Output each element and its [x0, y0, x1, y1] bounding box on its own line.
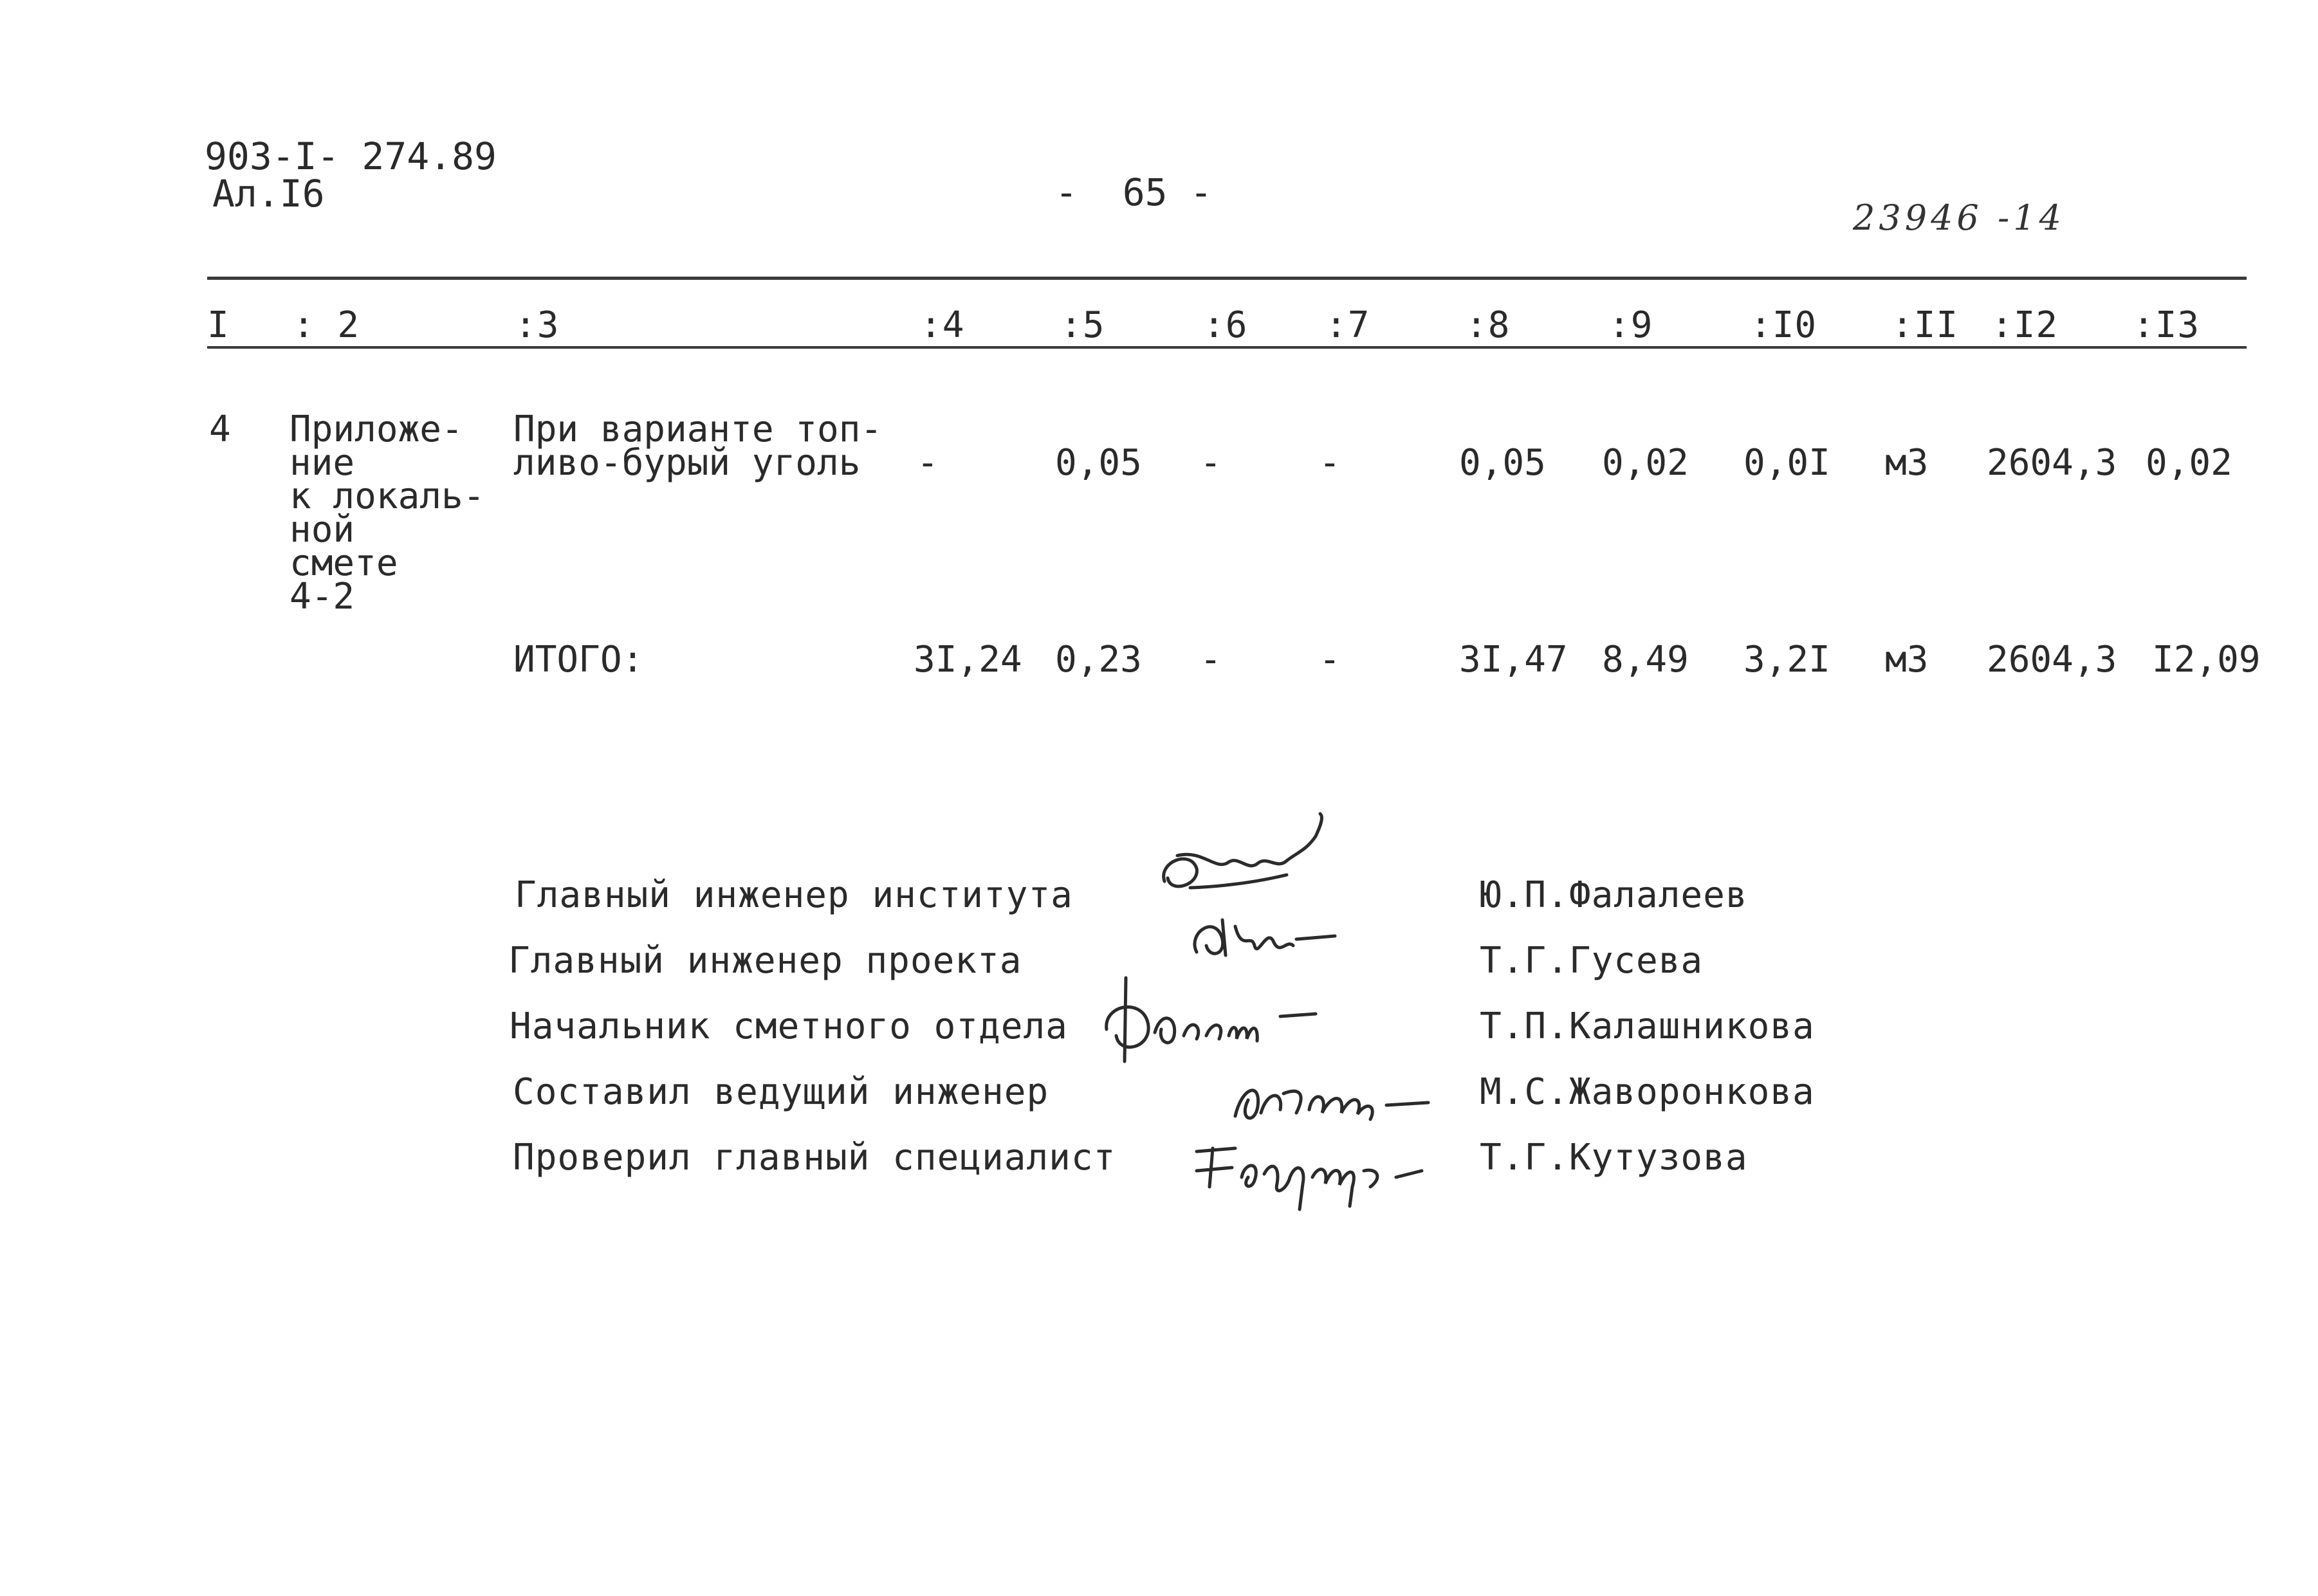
signer-position: Составил ведущий инженер	[513, 1071, 1049, 1113]
signer-position: Главный инженер института	[515, 874, 1073, 916]
col-header-4: :4	[920, 304, 965, 346]
col-header-1: I	[207, 304, 230, 346]
signer-position: Проверил главный специалист	[513, 1137, 1116, 1179]
total-col7: -	[1319, 639, 1341, 681]
signature-kutuzova	[1184, 1126, 1454, 1218]
col-header-5: :5	[1060, 304, 1105, 346]
row-col8: 0,05	[1459, 442, 1546, 484]
row-col11: м3	[1885, 442, 1929, 484]
row-col10: 0,0I	[1743, 442, 1830, 484]
total-col8: 3I,47	[1459, 639, 1568, 681]
row-number: 4	[209, 408, 231, 450]
col-header-9: :9	[1608, 304, 1653, 346]
col-header-10: :I0	[1750, 304, 1817, 346]
signer-name: Т.Г.Кутузова	[1480, 1137, 1748, 1179]
row-basis: Приложе- ние к локаль- ной смете 4-2	[290, 408, 485, 618]
total-col13: I2,09	[2152, 639, 2261, 681]
total-col6: -	[1200, 639, 1222, 681]
row-col5: 0,05	[1055, 442, 1142, 484]
row-col12: 2604,3	[1987, 442, 2117, 484]
sheet-label: Ал.I6	[212, 172, 325, 216]
total-col11: м3	[1885, 639, 1929, 681]
total-col12: 2604,3	[1987, 639, 2117, 681]
row-col9: 0,02	[1602, 442, 1689, 484]
signer-name: Т.П.Калашникова	[1480, 1005, 1815, 1047]
col-header-8: :8	[1466, 304, 1511, 346]
col-header-6: :6	[1203, 304, 1248, 346]
signer-name: М.С.Жаворонкова	[1480, 1071, 1815, 1113]
col-header-3: :3	[515, 304, 560, 346]
signer-position: Главный инженер проекта	[508, 940, 1022, 982]
signer-name: Т.Г.Гусева	[1480, 940, 1704, 982]
document-code: 903-I- 274.89	[205, 134, 497, 178]
header-bottom-rule	[207, 346, 2247, 349]
row-col7: -	[1319, 442, 1341, 484]
total-col9: 8,49	[1602, 639, 1689, 681]
handwritten-inventory-number: 23946 -14	[1853, 197, 2065, 238]
col-header-2: : 2	[293, 304, 360, 346]
signature-zhavoronkova	[1222, 1055, 1454, 1135]
col-header-12: :I2	[1991, 304, 2059, 346]
signer-name: Ю.П.Фалалеев	[1480, 874, 1748, 916]
total-col5: 0,23	[1055, 639, 1142, 681]
col-header-7: :7	[1325, 304, 1370, 346]
signer-position: Начальник сметного отдела	[510, 1005, 1068, 1047]
total-label: ИТОГО:	[513, 639, 644, 681]
row-col4: -	[917, 442, 939, 484]
page-number: - 65 -	[1055, 170, 1213, 214]
total-col4: 3I,24	[914, 639, 1022, 681]
col-header-11: :II	[1891, 304, 1959, 346]
row-col13: 0,02	[2146, 442, 2232, 484]
col-header-13: :I3	[2133, 304, 2200, 346]
row-name: При варианте топ- ливо-бурый уголь	[513, 408, 883, 484]
total-col10: 3,2I	[1743, 639, 1830, 681]
table-top-rule	[207, 277, 2247, 280]
row-col6: -	[1200, 442, 1222, 484]
signature-guseva	[1184, 894, 1351, 974]
